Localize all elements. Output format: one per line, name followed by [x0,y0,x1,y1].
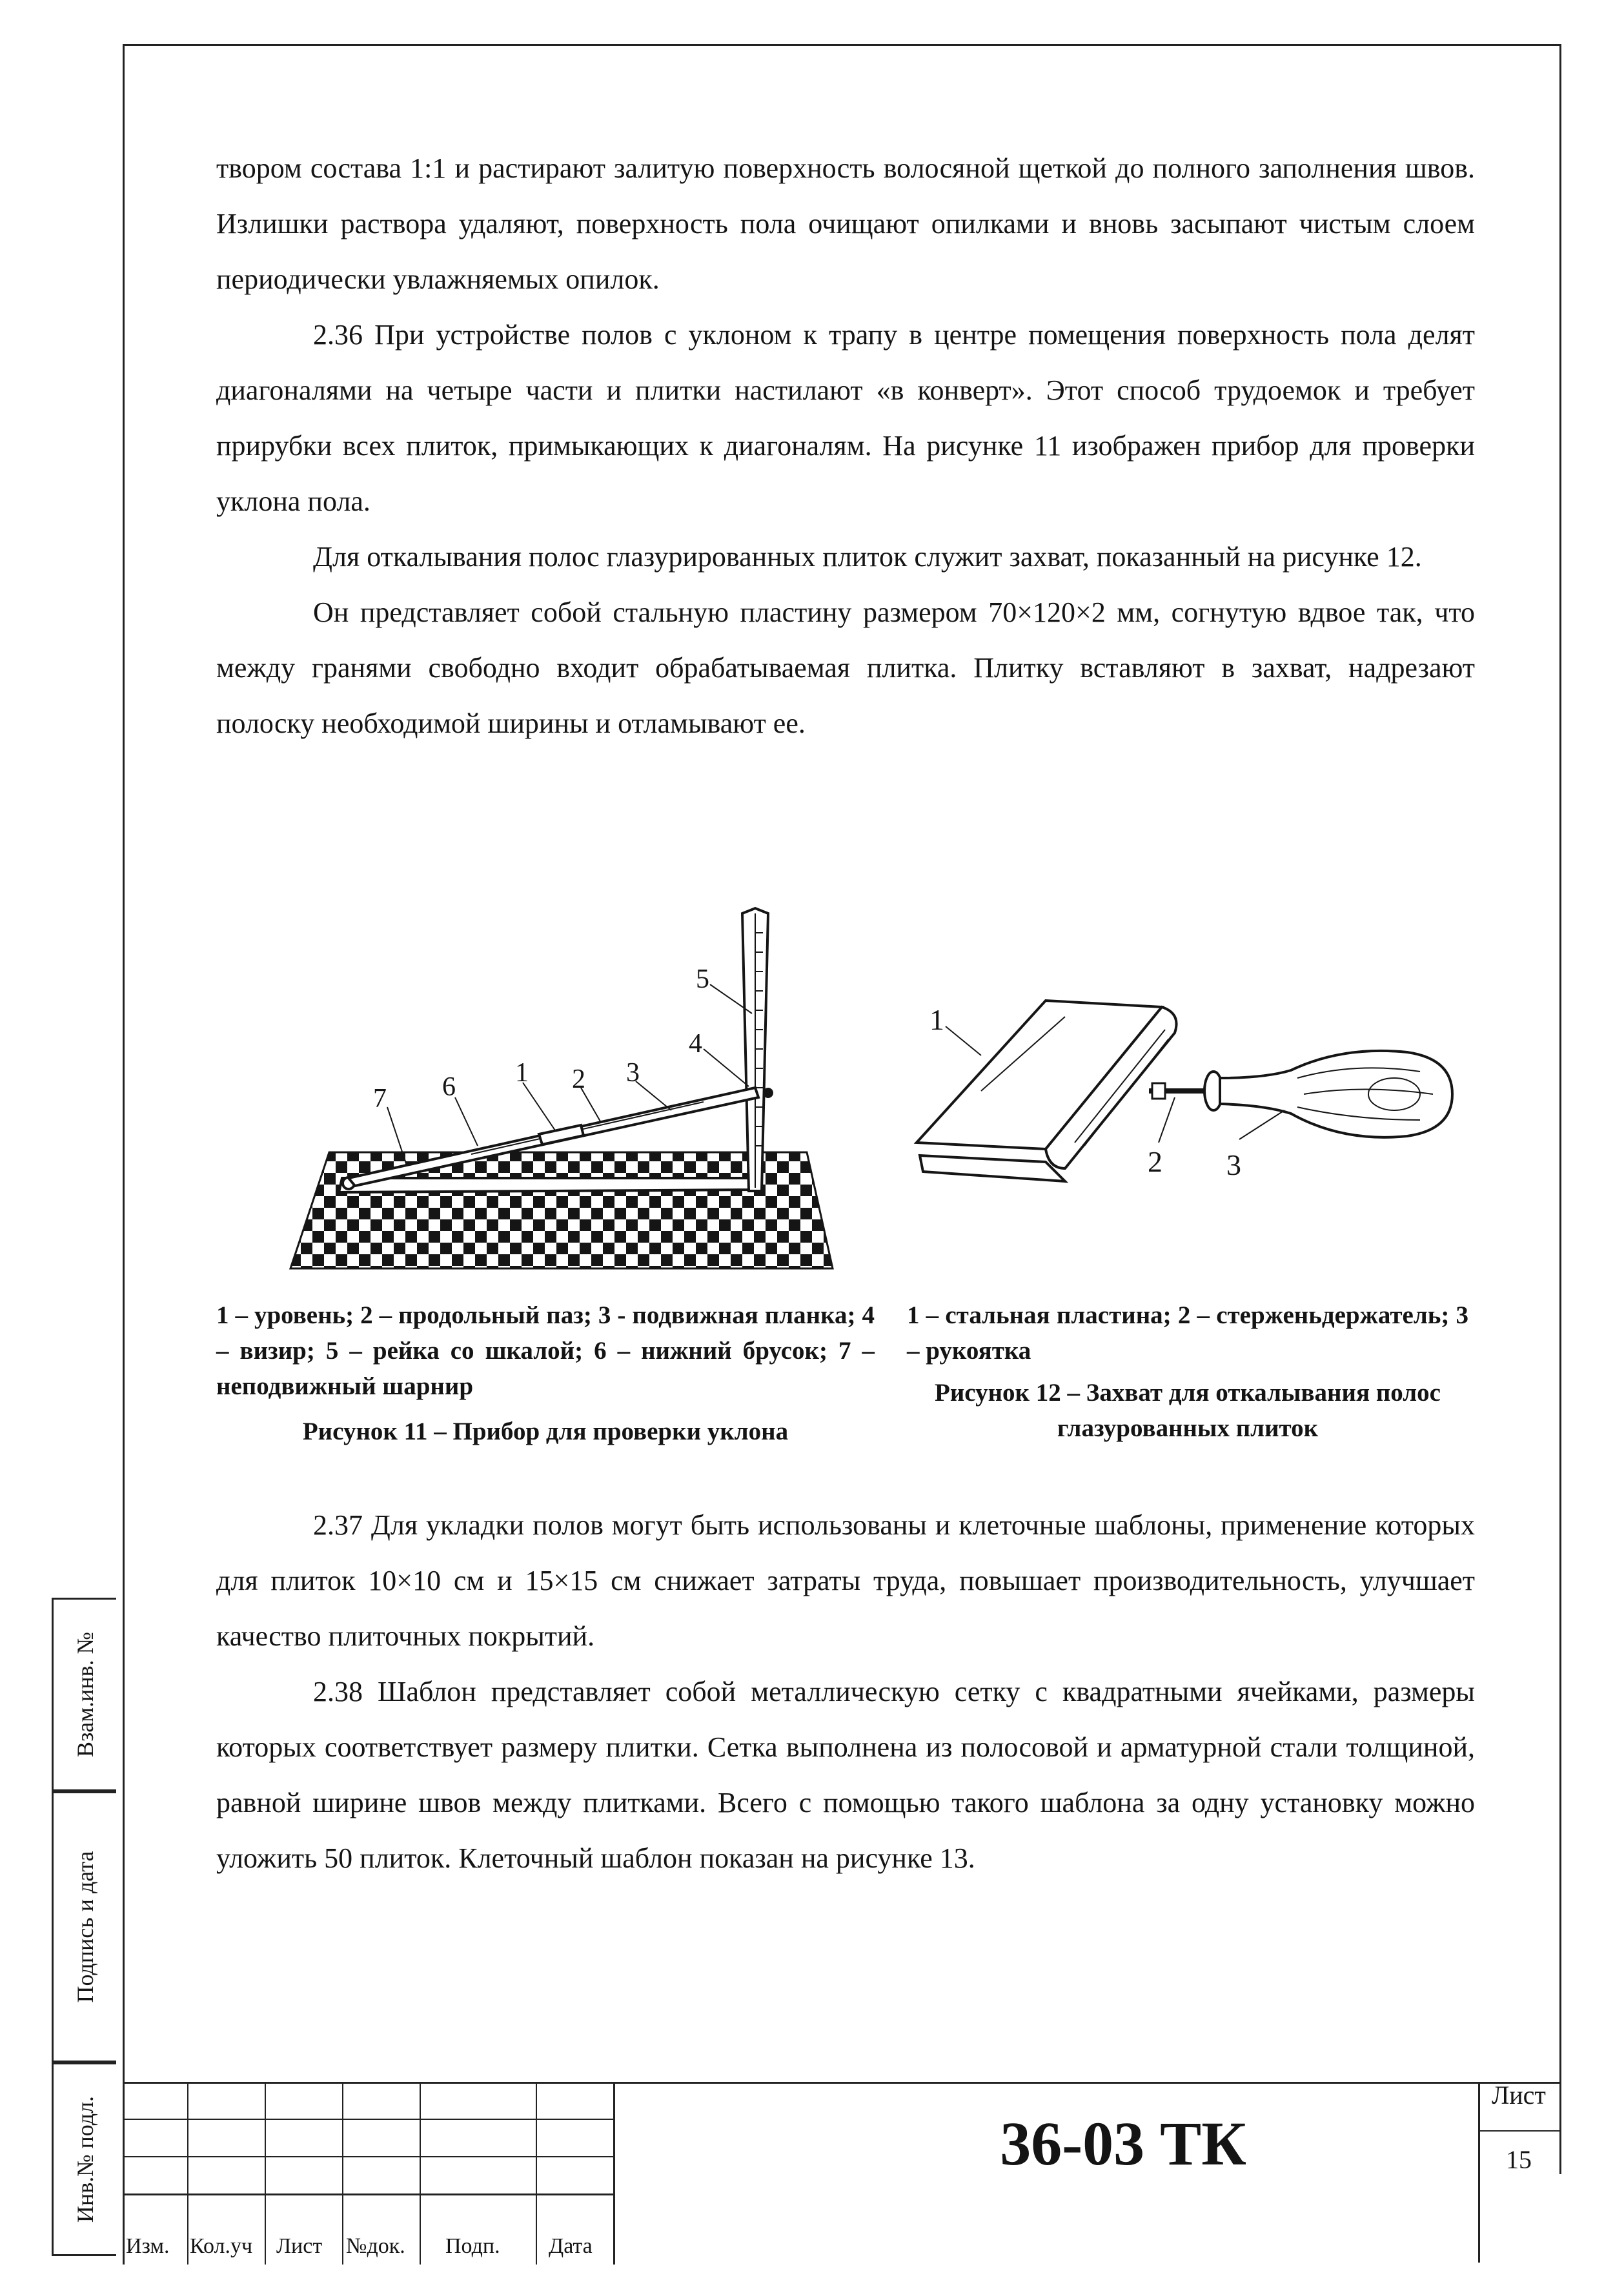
frame-top-border [123,44,1561,46]
fig12-number-2: 2 [1148,1145,1162,1178]
paragraph-grip-description: Он представляет собой стальную пластину размером 70×120×2 мм, согнутую вдвое так, что между гранями свободно входит обрабатываемая плитка. Плитку вставляют в захват, надрезают полоску необходимой ширины и отламывают ее. [216,596,1475,739]
paragraph-2-38: 2.38 Шаблон представляет собой металлическую сетку с квадратными ячейками, размеры которых соответствует размеру плитки. Сетка выполнена из полосовой и арматурной стали толщиной, равной ширине швов между плитками. Всего с помощью такого шаблона за одну установку можно уложить 50 плиток. Клеточный шаблон показан на рисунке 13. [216,1676,1475,1874]
fig11-number-6: 6 [442,1072,456,1102]
fig11-number-3: 3 [626,1058,640,1088]
body-text-lower [216,1498,1475,1886]
paragraph-grip-intro: Для откалывания полос глазурированных плиток служит захват, показанный на рисунке 12. [313,541,1422,573]
paragraph-2-37: 2.37 Для укладки полов могут быть использованы и клеточные шаблоны, применение которых для плиток 10×10 см и 15×15 см снижает затраты труда, повышает производительность, улучшает качество плиточных покрытий. [216,1509,1475,1652]
title-block-col-count: Кол.уч [190,2234,253,2258]
fig11-number-2: 2 [572,1064,585,1094]
side-stamp-inv-original-label: Инв.№ подл. [72,2095,98,2223]
paragraph-continuation: твором состава 1:1 и растирают залитую поверхность волосяной щеткой до полного заполнения швов. Излишки раствора удаляют, поверхность пола очищают опилками и вновь засыпают чистым слоем периодически увлажняемых опилок. [216,152,1475,295]
title-block-col-date: Дата [549,2234,593,2258]
title-block-col-change: Изм. [126,2234,170,2258]
sheet-label: Лист [1492,2081,1546,2110]
figure-11-legend: 1 – уровень; 2 – продольный паз; 3 - подвижная планка; 4 – визир; 5 – рейка со шкалой; 6 – нижний брусок; 7 – неподвижный шарнир [216,1301,875,1400]
fig12-number-3: 3 [1226,1148,1241,1181]
fig11-number-5: 5 [696,964,709,994]
figure-12-caption: Рисунок 12 – Захват для откалывания полос глазурованных плиток [935,1379,1441,1442]
sheet-number: 15 [1506,2145,1532,2174]
frame-left-border [123,44,125,2265]
figure-11-caption: Рисунок 11 – Прибор для проверки уклона [302,1418,789,1445]
frame-right-border [1559,44,1561,2174]
fig11-number-7: 7 [373,1084,387,1114]
paragraph-2-36: 2.36 При устройстве полов с уклоном к трапу в центре помещения поверхность пола делят диагоналями на четыре части и плитки настилают «в конверт». Этот способ трудоемок и требует прирубки всех плиток, примыкающих к диагоналям. На рисунке 11 изображен прибор для проверки уклона пола. [216,319,1475,517]
title-block-col-doc-number: №док. [346,2234,405,2258]
figure-12-legend: 1 – стальная пластина; 2 – стерженьдержатель; 3 – рукоятка [907,1301,1468,1365]
title-block-col-signature: Подп. [445,2234,500,2258]
figure-12-tile-grip-drawing [904,981,1472,1239]
side-stamp-signature-date-label: Подпись и дата [72,1851,98,2003]
title-block-col-sheet: Лист [276,2234,323,2258]
fig12-number-1: 1 [929,1003,944,1036]
figure-11-slope-device-drawing [278,894,846,1281]
body-text-upper [216,141,1475,751]
side-stamp-inv-replace-label: Взам.инв. № [72,1632,98,1757]
fig11-number-1: 1 [515,1058,529,1088]
side-stamp-inv-original [52,2062,116,2256]
side-stamp-inv-replace [52,1598,116,1791]
document-code: 36-03 ТК [1000,2109,1246,2178]
fig11-number-4: 4 [689,1029,702,1059]
side-stamp-signature-date [52,1791,116,2062]
